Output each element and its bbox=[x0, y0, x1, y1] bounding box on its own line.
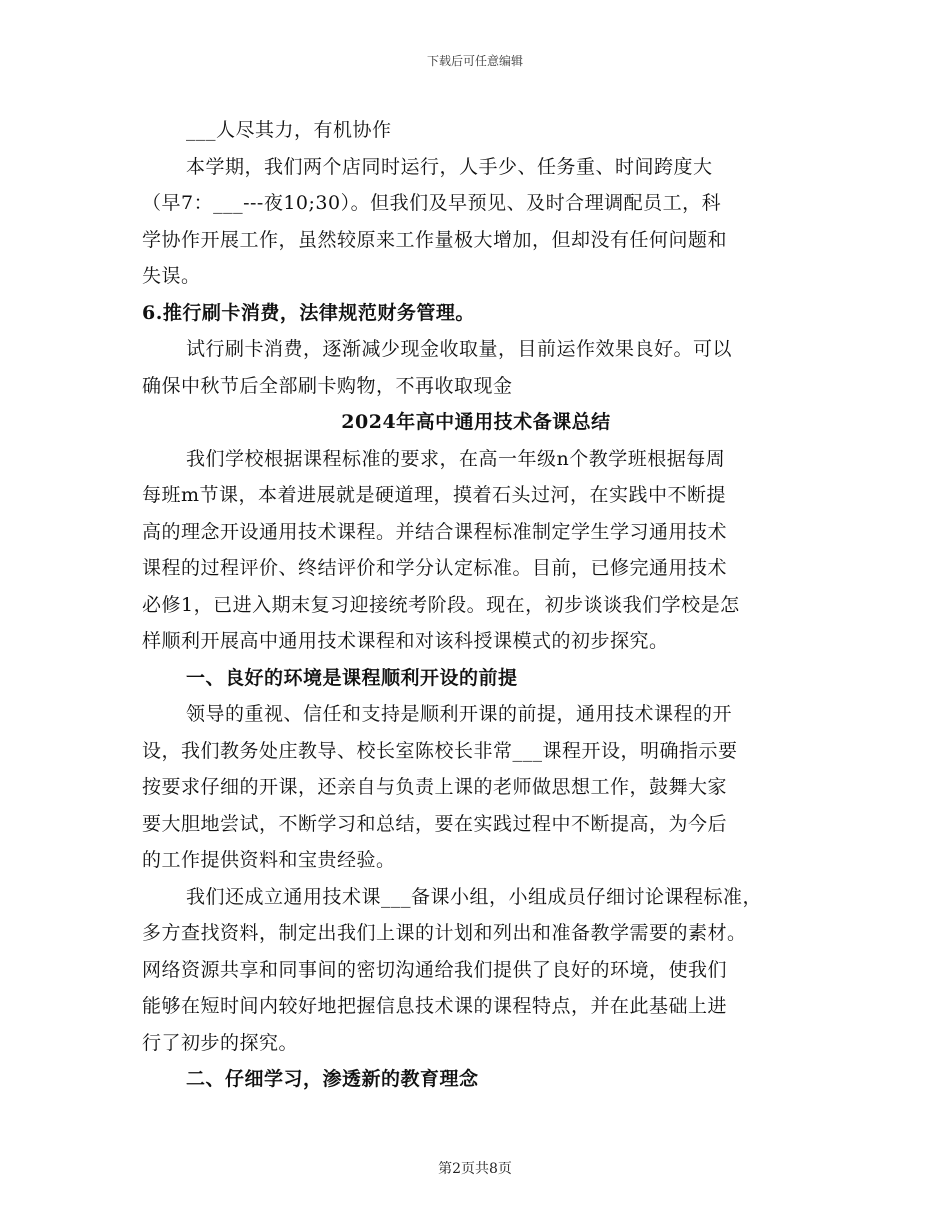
paragraph-line: 按要求仔细的开课，还亲自与负责上课的老师做思想工作，鼓舞大家 bbox=[142, 776, 728, 798]
paragraph-line: 确保中秋节后全部刷卡购物，不再收取现金 bbox=[142, 374, 513, 397]
paragraph-line: 我们学校根据课程标准的要求，在高一年级n个教学班根据每周 bbox=[186, 447, 726, 470]
paragraph-line: 课程的过程评价、终结评价和学分认定标准。目前，已修完通用技术 bbox=[142, 557, 728, 579]
paragraph-line: 必修1，已进入期末复习迎接统考阶段。现在，初步谈谈我们学校是怎 bbox=[142, 593, 740, 616]
paragraph-line: 领导的重视、信任和支持是顺利开课的前提，通用技术课程的开 bbox=[186, 703, 733, 725]
section-heading: 二、仔细学习，渗透新的教育理念 bbox=[186, 1068, 479, 1090]
document-title: 2024年高中通用技术备课总结 bbox=[341, 411, 611, 433]
paragraph-line: 的工作提供资料和宝贵经验。 bbox=[142, 849, 396, 871]
page-number: 第2页共8页 bbox=[438, 1161, 512, 1177]
header-note: 下载后可任意编辑 bbox=[426, 54, 523, 68]
paragraph-line: 要大胆地尝试，不断学习和总结，要在实践过程中不断提高，为今后 bbox=[142, 812, 728, 835]
paragraph-line: 样顺利开展高中通用技术课程和对该科授课模式的初步探究。 bbox=[142, 630, 669, 652]
paragraph-line: （早7：___---夜10;30）。但我们及早预见、及时合理调配员工，科 bbox=[142, 192, 722, 214]
paragraph-line: 学协作开展工作，虽然较原来工作量极大增加，但却没有任何问题和 bbox=[142, 228, 728, 251]
paragraph-line: 我们还成立通用技术课___备课小组，小组成员仔细讨论课程标准， bbox=[186, 885, 763, 908]
paragraph-line: 行了初步的探究。 bbox=[142, 1031, 299, 1054]
paragraph-line: 试行刷卡消费，逐渐减少现金收取量，目前运作效果良好。可以 bbox=[186, 338, 733, 360]
paragraph-line: 能够在短时间内较好地把握信息技术课的课程特点，并在此基础上进 bbox=[142, 995, 728, 1017]
paragraph-line: ___人尽其力，有机协作 bbox=[186, 119, 392, 141]
paragraph-line: 高的理念开设通用技术课程。并结合课程标准制定学生学习通用技术 bbox=[142, 520, 728, 543]
paragraph-line: 本学期，我们两个店同时运行，人手少、任务重、时间跨度大 bbox=[186, 155, 713, 178]
paragraph-line: 网络资源共享和同事间的密切沟通给我们提供了良好的环境，使我们 bbox=[142, 958, 728, 981]
paragraph-line: 每班m节课，本着进展就是硬道理，摸着石头过河，在实践中不断提 bbox=[142, 484, 727, 506]
document-body bbox=[142, 112, 810, 1098]
section-heading: 一、良好的环境是课程顺利开设的前提 bbox=[186, 666, 518, 689]
paragraph-line: 设，我们教务处庄教导、校长室陈校长非常___课程开设，明确指示要 bbox=[142, 739, 738, 762]
section-heading: 6.推行刷卡消费，法律规范财务管理。 bbox=[142, 301, 475, 324]
paragraph-line: 多方查找资料，制定出我们上课的计划和列出和准备教学需要的素材。 bbox=[142, 922, 747, 944]
paragraph-line: 失误。 bbox=[142, 265, 201, 287]
